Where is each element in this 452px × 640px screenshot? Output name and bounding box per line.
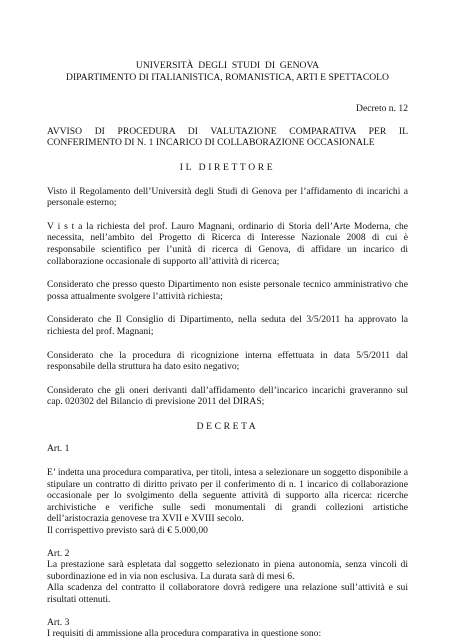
vista-lead: V i s t a [47,220,83,232]
paragraph-considerato-2: Considerato che Il Consiglio di Dipartimento, nella seduta del 3/5/2011 ha approvato la richiesta del prof. Magnani; [47,314,408,337]
article-2-report: Alla scadenza del contratto il collaboratore dovrà redigere una relazione sull’attività e sui risultati ottenuti. [47,582,408,605]
director-heading: IL DIRETTORE [179,161,276,173]
article-1-fee: Il corrispettivo previsto sarà di € 5.000,00 [47,525,208,537]
article-3-body: I requisiti di ammissione alla procedura comparativa in questione sono: [47,628,322,640]
paragraph-vista [47,221,408,267]
article-1-body: E’ indetta una procedura comparativa, per titoli, intesa a selezionare un soggetto disponibile a stipulare un contratto di diritto privato per il conferimento di n. 1 incarico di collaborazione occasionale per lo svolgimento della seguente attività di supporto alla ricerca: ricerche archivistiche e verifiche sulle sedi monumentali di grandi collezioni artistiche dell’aristocrazia genovese tra XVII e XVIII secolo. [47,467,408,525]
decreta-heading: DECRETA [196,420,259,432]
vista-text: la richiesta del prof. Lauro Magnani, ordinario di Storia dell’Arte Moderna, che necessita, nell’ambito del Progetto di Ricerca di Interesse Nazionale 2008 di cui è responsabile scientifico per l’unità di ricerca di Genova, di affidare un incarico di collaborazione occasionale di supporto all’attività di ricerca; [47,220,409,267]
article-3-title: Art. 3 [47,616,70,628]
article-2-title: Art. 2 [47,547,70,559]
notice-subject: AVVISO DI PROCEDURA DI VALUTAZIONE COMPARATIVA PER IL CONFERIMENTO DI N. 1 INCARICO DI COLLABORAZIONE OCCASIONALE [47,125,408,149]
document-header [47,60,408,83]
paragraph-visto: Visto il Regolamento dell’Università degli Studi di Genova per l’affidamento di incarichi a personale esterno; [47,185,408,209]
department-name: DIPARTIMENTO DI ITALIANISTICA, ROMANISTICA, ARTI E SPETTACOLO [66,71,389,83]
paragraph-considerato-4: Considerato che gli oneri derivanti dall’affidamento dell’incarico incarichi graveranno sul cap. 020302 del Bilancio di previsione 2011 del DIRAS; [47,384,408,408]
paragraph-considerato-1: Considerato che presso questo Dipartimento non esiste personale tecnico amministrativo che possa attualmente svolgere l’attività richiesta; [47,279,408,302]
article-1-title: Art. 1 [47,443,70,455]
article-2-body: La prestazione sarà espletata dal soggetto selezionato in piena autonomia, senza vincoli di subordinazione ed in via non esclusiva. La durata sarà di mesi 6. [47,559,408,582]
paragraph-considerato-3: Considerato che la procedura di ricognizione interna effettuata in data 5/5/2011 dal responsabile della struttura ha dato esito negativo; [47,349,408,373]
university-name: UNIVERSITÀ DEGLI STUDI DI GENOVA [135,60,320,71]
decree-number: Decreto n. 12 [356,103,408,115]
